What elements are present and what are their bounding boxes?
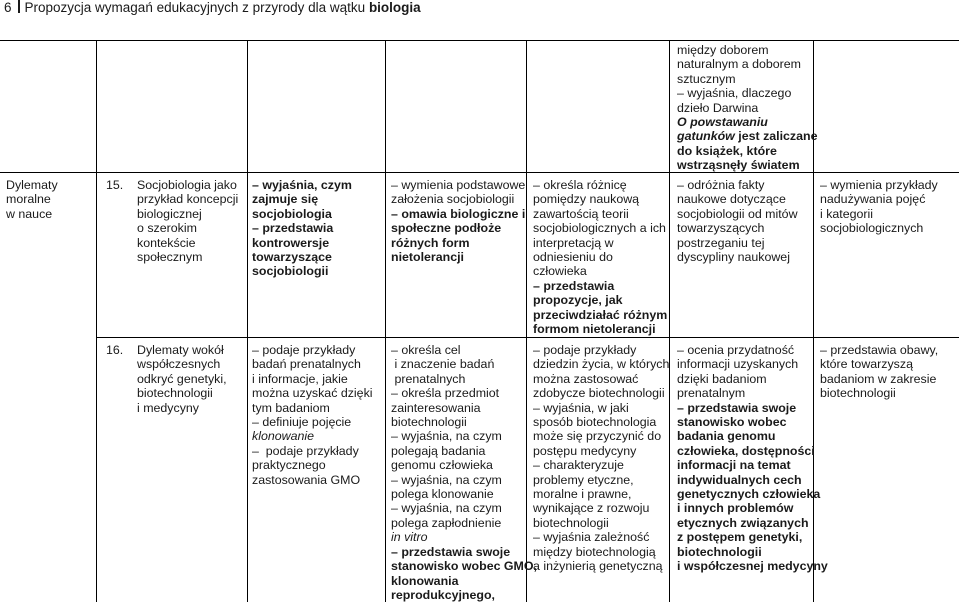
requirements-bold-text: – przedstawia swoje stanowisko wobec badania genomu człowieka, dostępności informacji na temat indywidualnych cech genetycznych człowieka i innych problemów etycznych związanych z postępem genetyki, biotechnologii i współczesnej medycyny — [677, 400, 828, 574]
requirements-level5: – przedstawia obawy, które towarzyszą badaniom w zakresie biotechnologii — [820, 343, 939, 401]
header-separator — [18, 0, 20, 13]
requirements-text: – określa różnicę pomiędzy naukową zawartością teorii socjobiologicznych a ich interpretacją w odniesieniu do człowieka — [533, 178, 666, 279]
requirements-text: – ocenia przydatność informacji uzyskanych dzięki badaniom prenatalnym — [677, 343, 799, 401]
requirements-level4: – odróżnia fakty naukowe dotyczące socjobiologii od mitów towarzyszących postrzeganiu tej dyscypliny naukowej — [677, 178, 798, 265]
lesson-topic: Dylematy wokół współczesnych odkryć genetyki, biotechnologii i medycyny — [137, 343, 227, 415]
column-border — [247, 40, 248, 602]
requirements-level3 — [533, 178, 667, 336]
requirements-level1 — [252, 343, 373, 487]
continuation-text: między doborem naturalnym a doborem sztucznym – wyjaśnia, dlaczego dzieło Darwina — [677, 43, 801, 115]
requirements-text: – określa cel i znaczenie badań prenatalnych – określa przedmiot zainteresowania biotechnologii – wyjaśnia, na czym polegają badania genomu człowieka – wyjaśnia, na czym polega klonowanie – wyjaśnia, na czym polega zapłodnienie — [391, 343, 502, 530]
requirements-level2 — [391, 343, 537, 602]
lesson-number: 16. — [106, 343, 124, 357]
requirements-text: – wymienia podstawowe założenia socjobiologii — [391, 178, 526, 207]
continuation-cell — [677, 43, 817, 173]
lesson-topic: Socjobiologia jako przykład koncepcji biologicznej o szerokim kontekście społecznym — [137, 178, 239, 265]
requirements-level3: – podaje przykłady dziedzin życia, w których można zastosować zdobycze biotechnologii – wyjaśnia, w jaki sposób biotechnologia może się przyczynić do postępu medycyny – charakteryzuje problemy etyczne, moralne i prawne, wynikające z rozwoju biotechnologii – wyjaśnia zależność między biotechnologią a inżynierią genetyczną — [533, 343, 670, 574]
requirements-text: – podaje przykłady praktycznego zastosowania GMO — [252, 443, 361, 487]
requirements-bold-text: – omawia biologiczne i społeczne podłoże różnych form nietolerancji — [391, 206, 526, 265]
term-italic: in vitro — [391, 530, 428, 545]
page-title-subject: biologia — [368, 0, 421, 15]
column-border — [96, 40, 97, 602]
page-header — [4, 0, 421, 16]
book-title: O powstawaniu gatunków — [677, 115, 768, 144]
page-title: Propozycja wymagań edukacyjnych z przyrody dla wątku — [24, 0, 369, 15]
requirements-bold-text: – przedstawia propozycje, jak przeciwdziałać różnym formom nietolerancji — [533, 278, 668, 337]
requirements-bold-text: – przedstawia swoje stanowisko wobec GMO, klonowania reprodukcyjnego, — [391, 544, 537, 602]
requirements-level4 — [677, 343, 828, 574]
requirements-level5: – wymienia przykłady nadużywania pojęć i kategorii socjobiologicznych — [820, 178, 938, 236]
section-title: Dylematy moralne w nauce — [6, 178, 58, 221]
term-italic: klonowanie — [252, 429, 314, 444]
requirements-text: – podaje przykłady badań prenatalnych i informacje, jakie można uzyskać dzięki tym badaniom – definiuje pojęcie — [252, 343, 373, 430]
lesson-number: 15. — [106, 178, 124, 192]
requirements-level1: – wyjaśnia, czym zajmuje się socjobiologia – przedstawia kontrowersje towarzyszące socjobiologii — [252, 178, 352, 279]
requirements-level2 — [391, 178, 525, 264]
continuation-bold-text: jest zaliczane do książek, które wstrząsnęły światem — [677, 129, 818, 173]
page-number: 6 — [4, 0, 12, 15]
column-border — [385, 40, 386, 602]
row-divider-16 — [96, 337, 959, 338]
table-top-border — [0, 40, 959, 41]
